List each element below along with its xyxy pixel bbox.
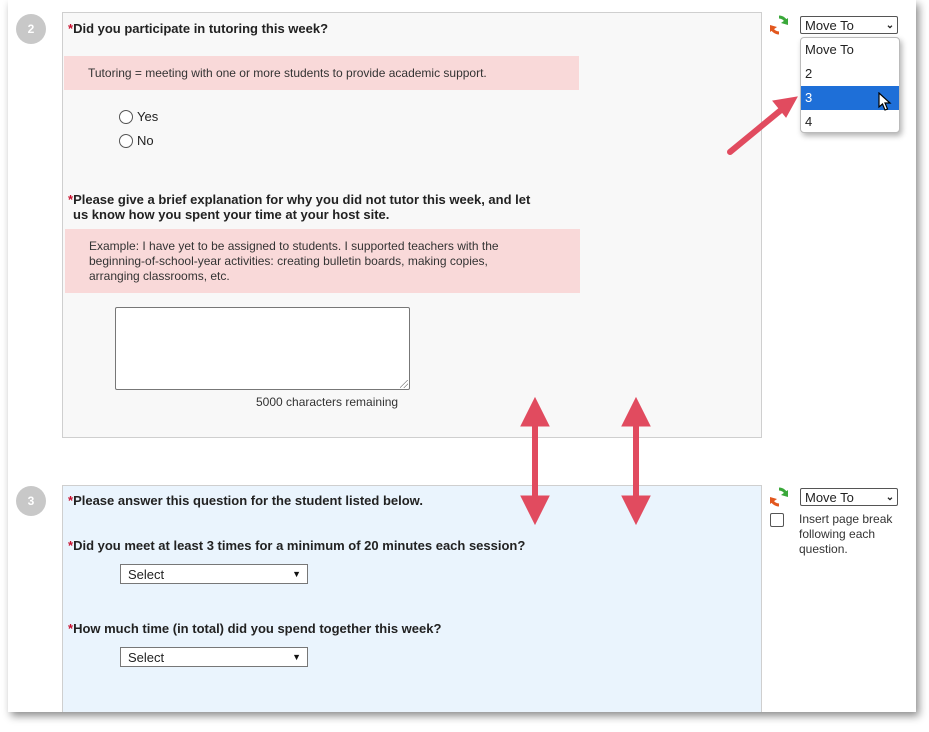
radio-circle[interactable] (119, 110, 133, 124)
required-mark: * (68, 493, 74, 508)
question-3-panel[interactable] (62, 485, 762, 712)
dropdown-option[interactable]: 2 (805, 66, 813, 81)
question-2-title: *Did you participate in tutoring this week? (68, 21, 329, 36)
followup-question-title: *Please give a brief explanation for why you did not tutor this week, and let us know how you spent your time at your host site. (68, 192, 531, 222)
sub-question-time: *How much time (in total) did you spend together this week? (68, 621, 442, 636)
question-number-badge: 2 (16, 14, 46, 44)
dropdown-option[interactable]: 4 (805, 114, 813, 129)
mouse-cursor-icon (878, 92, 892, 112)
meetings-select[interactable]: Select ▼ (120, 564, 308, 584)
radio-yes[interactable] (119, 109, 158, 124)
resize-handle-icon[interactable] (400, 380, 408, 388)
required-mark: * (68, 21, 74, 36)
sub-question-meetings: *Did you meet at least 3 times for a minimum of 20 minutes each session? (68, 538, 526, 553)
characters-remaining: 5000 characters remaining (256, 395, 399, 409)
chevron-down-icon: ⌄ (885, 491, 895, 503)
refresh-icon[interactable] (768, 486, 790, 508)
question-number-badge: 3 (16, 486, 46, 516)
move-to-select-q3[interactable]: Move To ⌄ (800, 488, 898, 506)
time-select[interactable]: Select ▼ (120, 647, 308, 667)
survey-editor (8, 0, 916, 712)
dropdown-option[interactable]: Move To (805, 42, 854, 57)
radio-circle[interactable] (119, 134, 133, 148)
required-mark: * (68, 538, 74, 553)
page-break-checkbox[interactable] (770, 513, 784, 527)
explanation-textarea[interactable] (115, 307, 410, 390)
question-3-title: *Please answer this question for the student listed below. (68, 493, 423, 508)
required-mark: * (68, 621, 74, 636)
caret-down-icon: ▼ (292, 652, 301, 662)
tutoring-hint: Tutoring = meeting with one or more students to provide academic support. (64, 56, 579, 90)
move-to-select-q2[interactable]: Move To ⌄ (800, 16, 898, 34)
radio-no[interactable] (119, 133, 154, 148)
chevron-down-icon: ⌄ (885, 19, 895, 31)
move-to-dropdown-list[interactable] (800, 37, 900, 133)
radio-label: No (137, 133, 154, 148)
page-break-label: Insert page break following each question. (799, 512, 893, 556)
radio-label: Yes (137, 109, 159, 124)
caret-down-icon: ▼ (292, 569, 301, 579)
dropdown-option-selected[interactable]: 3 (801, 86, 899, 110)
refresh-icon[interactable] (768, 14, 790, 36)
example-hint: Example: I have yet to be assigned to students. I supported teachers with the beginning-of-school-year activities: creating bulletin boards, making copies, arranging classrooms, etc. (65, 229, 580, 293)
required-mark: * (68, 192, 74, 207)
